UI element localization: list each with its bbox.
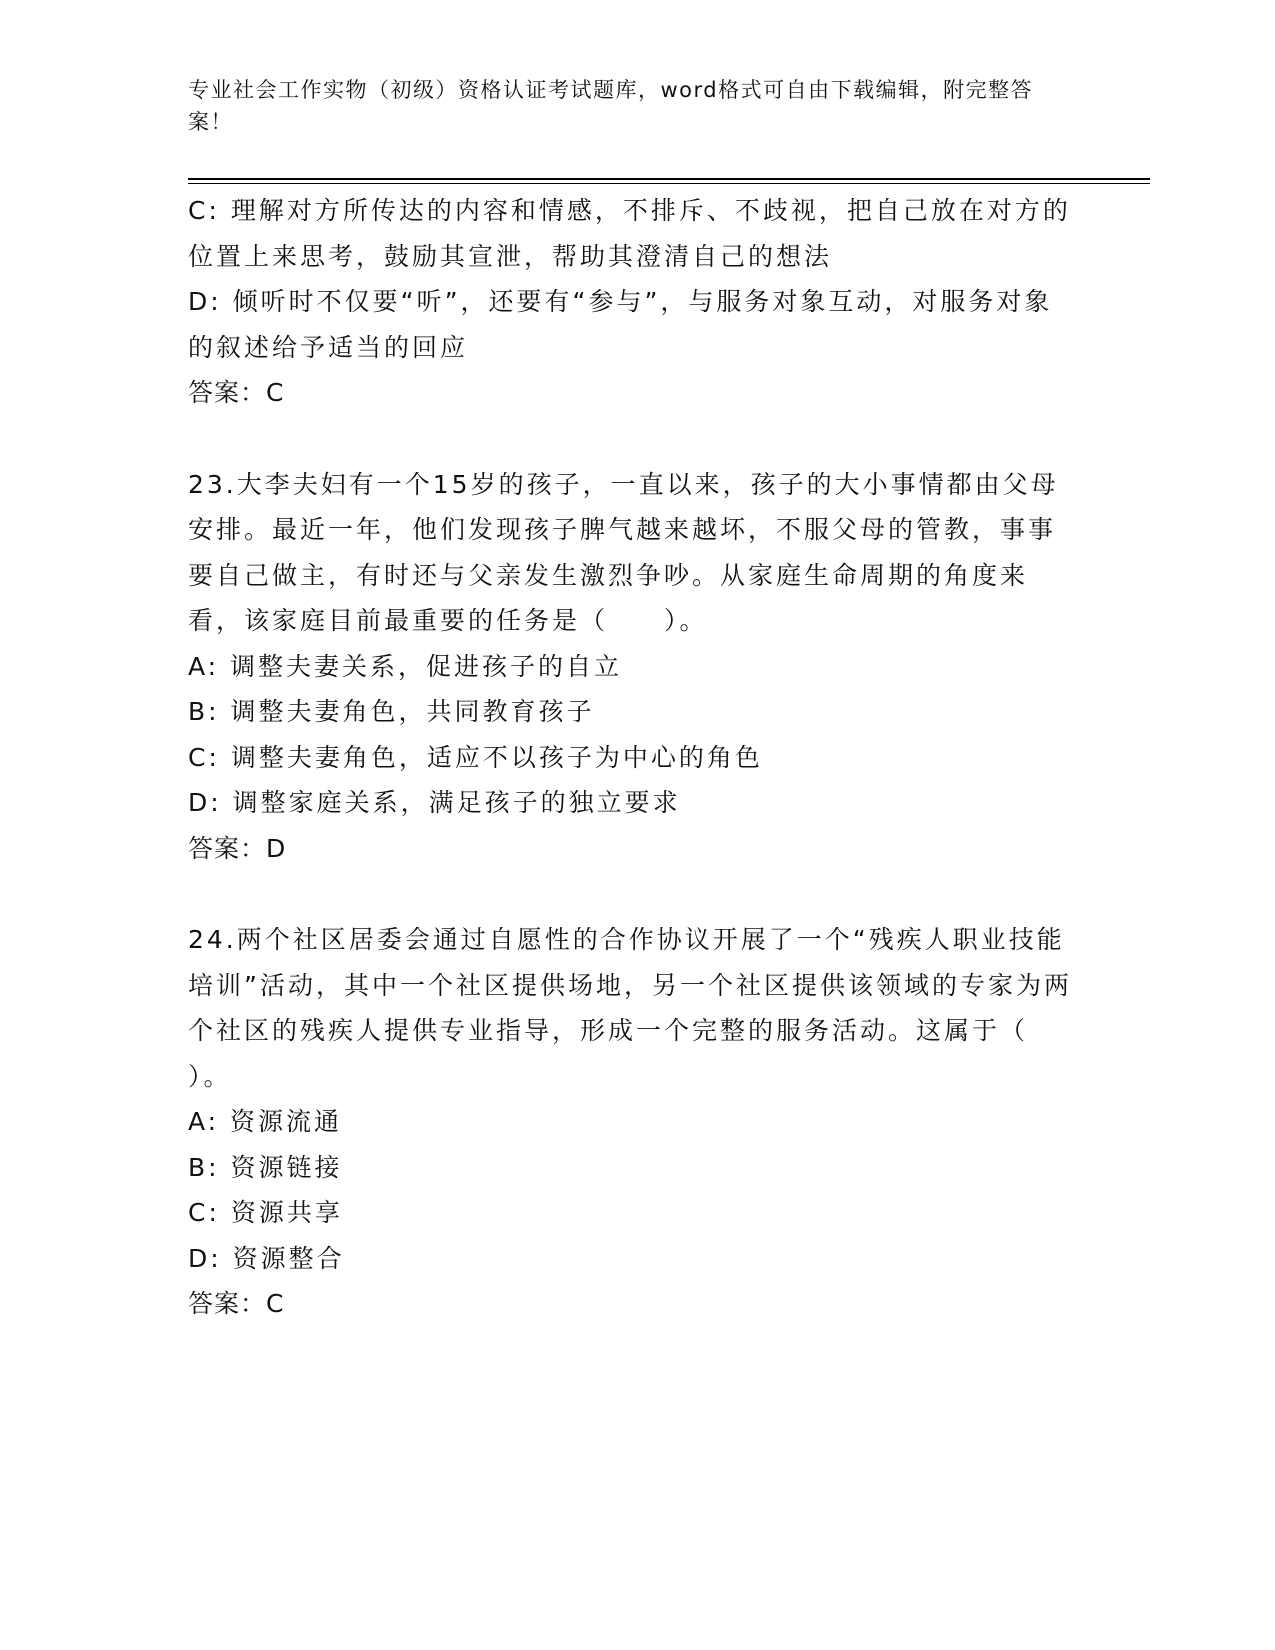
header-text: 专业社会工作实物（初级）资格认证考试题库，word格式可自由下载编辑，附完整答案！ — [188, 78, 1034, 134]
option-b: B: 调整夫妻角色，共同教育孩子 — [188, 697, 595, 726]
option-c: C: 理解对方所传达的内容和情感，不排斥、不歧视，把自己放在对方的位置上来思考，鼓励其宣泄，帮助其澄清自己的想法 — [188, 196, 1071, 271]
option-d: D: 资源整合 — [188, 1243, 345, 1273]
question-24 — [188, 917, 1078, 1327]
header-divider-thin — [188, 183, 1150, 184]
answer: 答案：C — [188, 378, 285, 407]
question-22-continued — [188, 188, 1078, 416]
option-a: A: 调整夫妻关系，促进孩子的自立 — [188, 651, 623, 681]
header-divider-thick — [188, 178, 1150, 180]
option-c: C: 资源共享 — [188, 1198, 343, 1227]
question-stem: 24.两个社区居委会通过自愿性的合作协议开展了一个“残疾人职业技能培训”活动，其中一个社区提供场地，另一个社区提供该领域的专家为两个社区的残疾人提供专业指导，形成一个完整的服务活动。这属于（ ）。 — [188, 925, 1072, 1091]
answer: 答案：D — [188, 833, 287, 863]
document-body — [188, 188, 1078, 1327]
option-a: A: 资源流通 — [188, 1107, 343, 1136]
question-stem: 23.大李夫妇有一个15岁的孩子，一直以来，孩子的大小事情都由父母安排。最近一年，他们发现孩子脾气越来越坏，不服父母的管教，事事要自己做主，有时还与父亲发生激烈争吵。从家庭生命周期的角度来看，该家庭目前最重要的任务是（ ）。 — [188, 469, 1059, 635]
document-header — [188, 74, 1068, 138]
option-d: D: 调整家庭关系，满足孩子的独立要求 — [188, 788, 681, 817]
option-b: B: 资源链接 — [188, 1152, 343, 1182]
answer: 答案：C — [188, 1289, 285, 1318]
option-c: C: 调整夫妻角色，适应不以孩子为中心的角色 — [188, 742, 763, 772]
question-23 — [188, 462, 1078, 872]
option-d: D: 倾听时不仅要“听”，还要有“参与”，与服务对象互动，对服务对象的叙述给予适当的回应 — [188, 287, 1053, 362]
